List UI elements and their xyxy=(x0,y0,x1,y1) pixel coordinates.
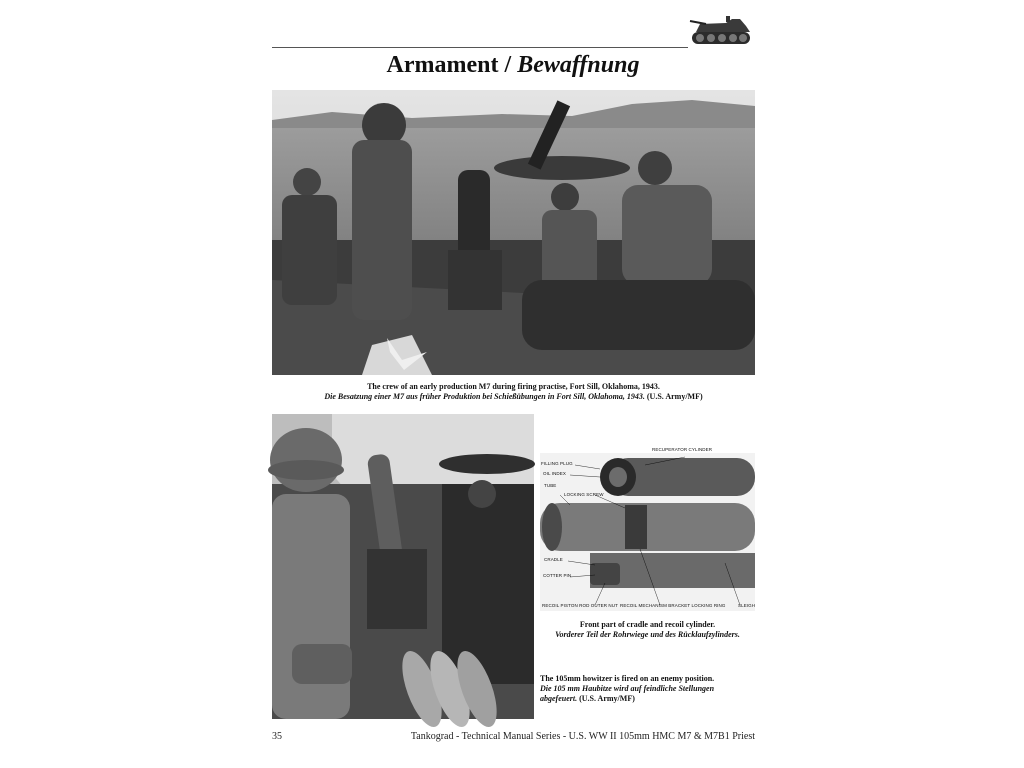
caption-diagram-de: Vorderer Teil der Rohrwiege und des Rücklaufzylinders. xyxy=(555,630,740,639)
tank-silhouette-icon xyxy=(686,10,756,50)
footer-series-title: Tankograd - Technical Manual Series - U.S. WW II 105mm HMC M7 & M7B1 Priest xyxy=(410,731,755,742)
photo-howitzer-firing xyxy=(272,414,534,719)
caption-photo-1 xyxy=(272,382,755,402)
label-filling-plug: FILLING PLUG xyxy=(541,461,573,466)
caption-photo-3-credit: (U.S. Army/MF) xyxy=(579,694,635,703)
caption-photo-3 xyxy=(540,674,755,704)
caption-photo-1-credit: (U.S. Army/MF) xyxy=(646,392,703,401)
label-sleigh: SLEIGH xyxy=(738,603,756,608)
label-recuperator-cylinder: RECUPERATOR CYLINDER xyxy=(652,447,713,452)
label-cradle: CRADLE xyxy=(544,557,563,562)
label-locking-screw: LOCKING SCREW xyxy=(564,492,604,497)
caption-photo-3-en: The 105mm howitzer is fired on an enemy position. xyxy=(540,674,715,683)
caption-photo-3-de1: Die 105 mm Haubitze wird auf feindliche Stellungen xyxy=(540,684,715,693)
label-bracket-ring: RECOIL MECHANISM BRACKET LOCKING RING xyxy=(620,603,726,608)
caption-photo-3-de2: abgefeuert. xyxy=(540,694,578,703)
label-oil-index: OIL INDEX xyxy=(543,471,566,476)
caption-diagram-en: Front part of cradle and recoil cylinder. xyxy=(579,620,716,629)
caption-photo-1-en: The crew of an early production M7 during firing practise, Fort Sill, Oklahoma, 1943. xyxy=(367,382,660,391)
photo-crew-firing-practice xyxy=(272,90,755,375)
caption-diagram xyxy=(540,620,755,640)
caption-photo-1-de: Die Besatzung einer M7 aus früher Produktion bei Schießübungen in Fort Sill, Oklahoma, 1943. xyxy=(324,392,645,401)
page-number: 35 xyxy=(272,731,282,742)
label-cotter-pin: COTTER PIN xyxy=(543,573,572,578)
label-recoil-piston-nut: RECOIL PISTON ROD OUTER NUT xyxy=(542,603,618,608)
page-title: Armament / Bewaffnung xyxy=(386,52,640,78)
label-tube: TUBE xyxy=(544,483,557,488)
header-rule xyxy=(272,47,688,48)
diagram-cradle-recoil xyxy=(540,447,756,611)
